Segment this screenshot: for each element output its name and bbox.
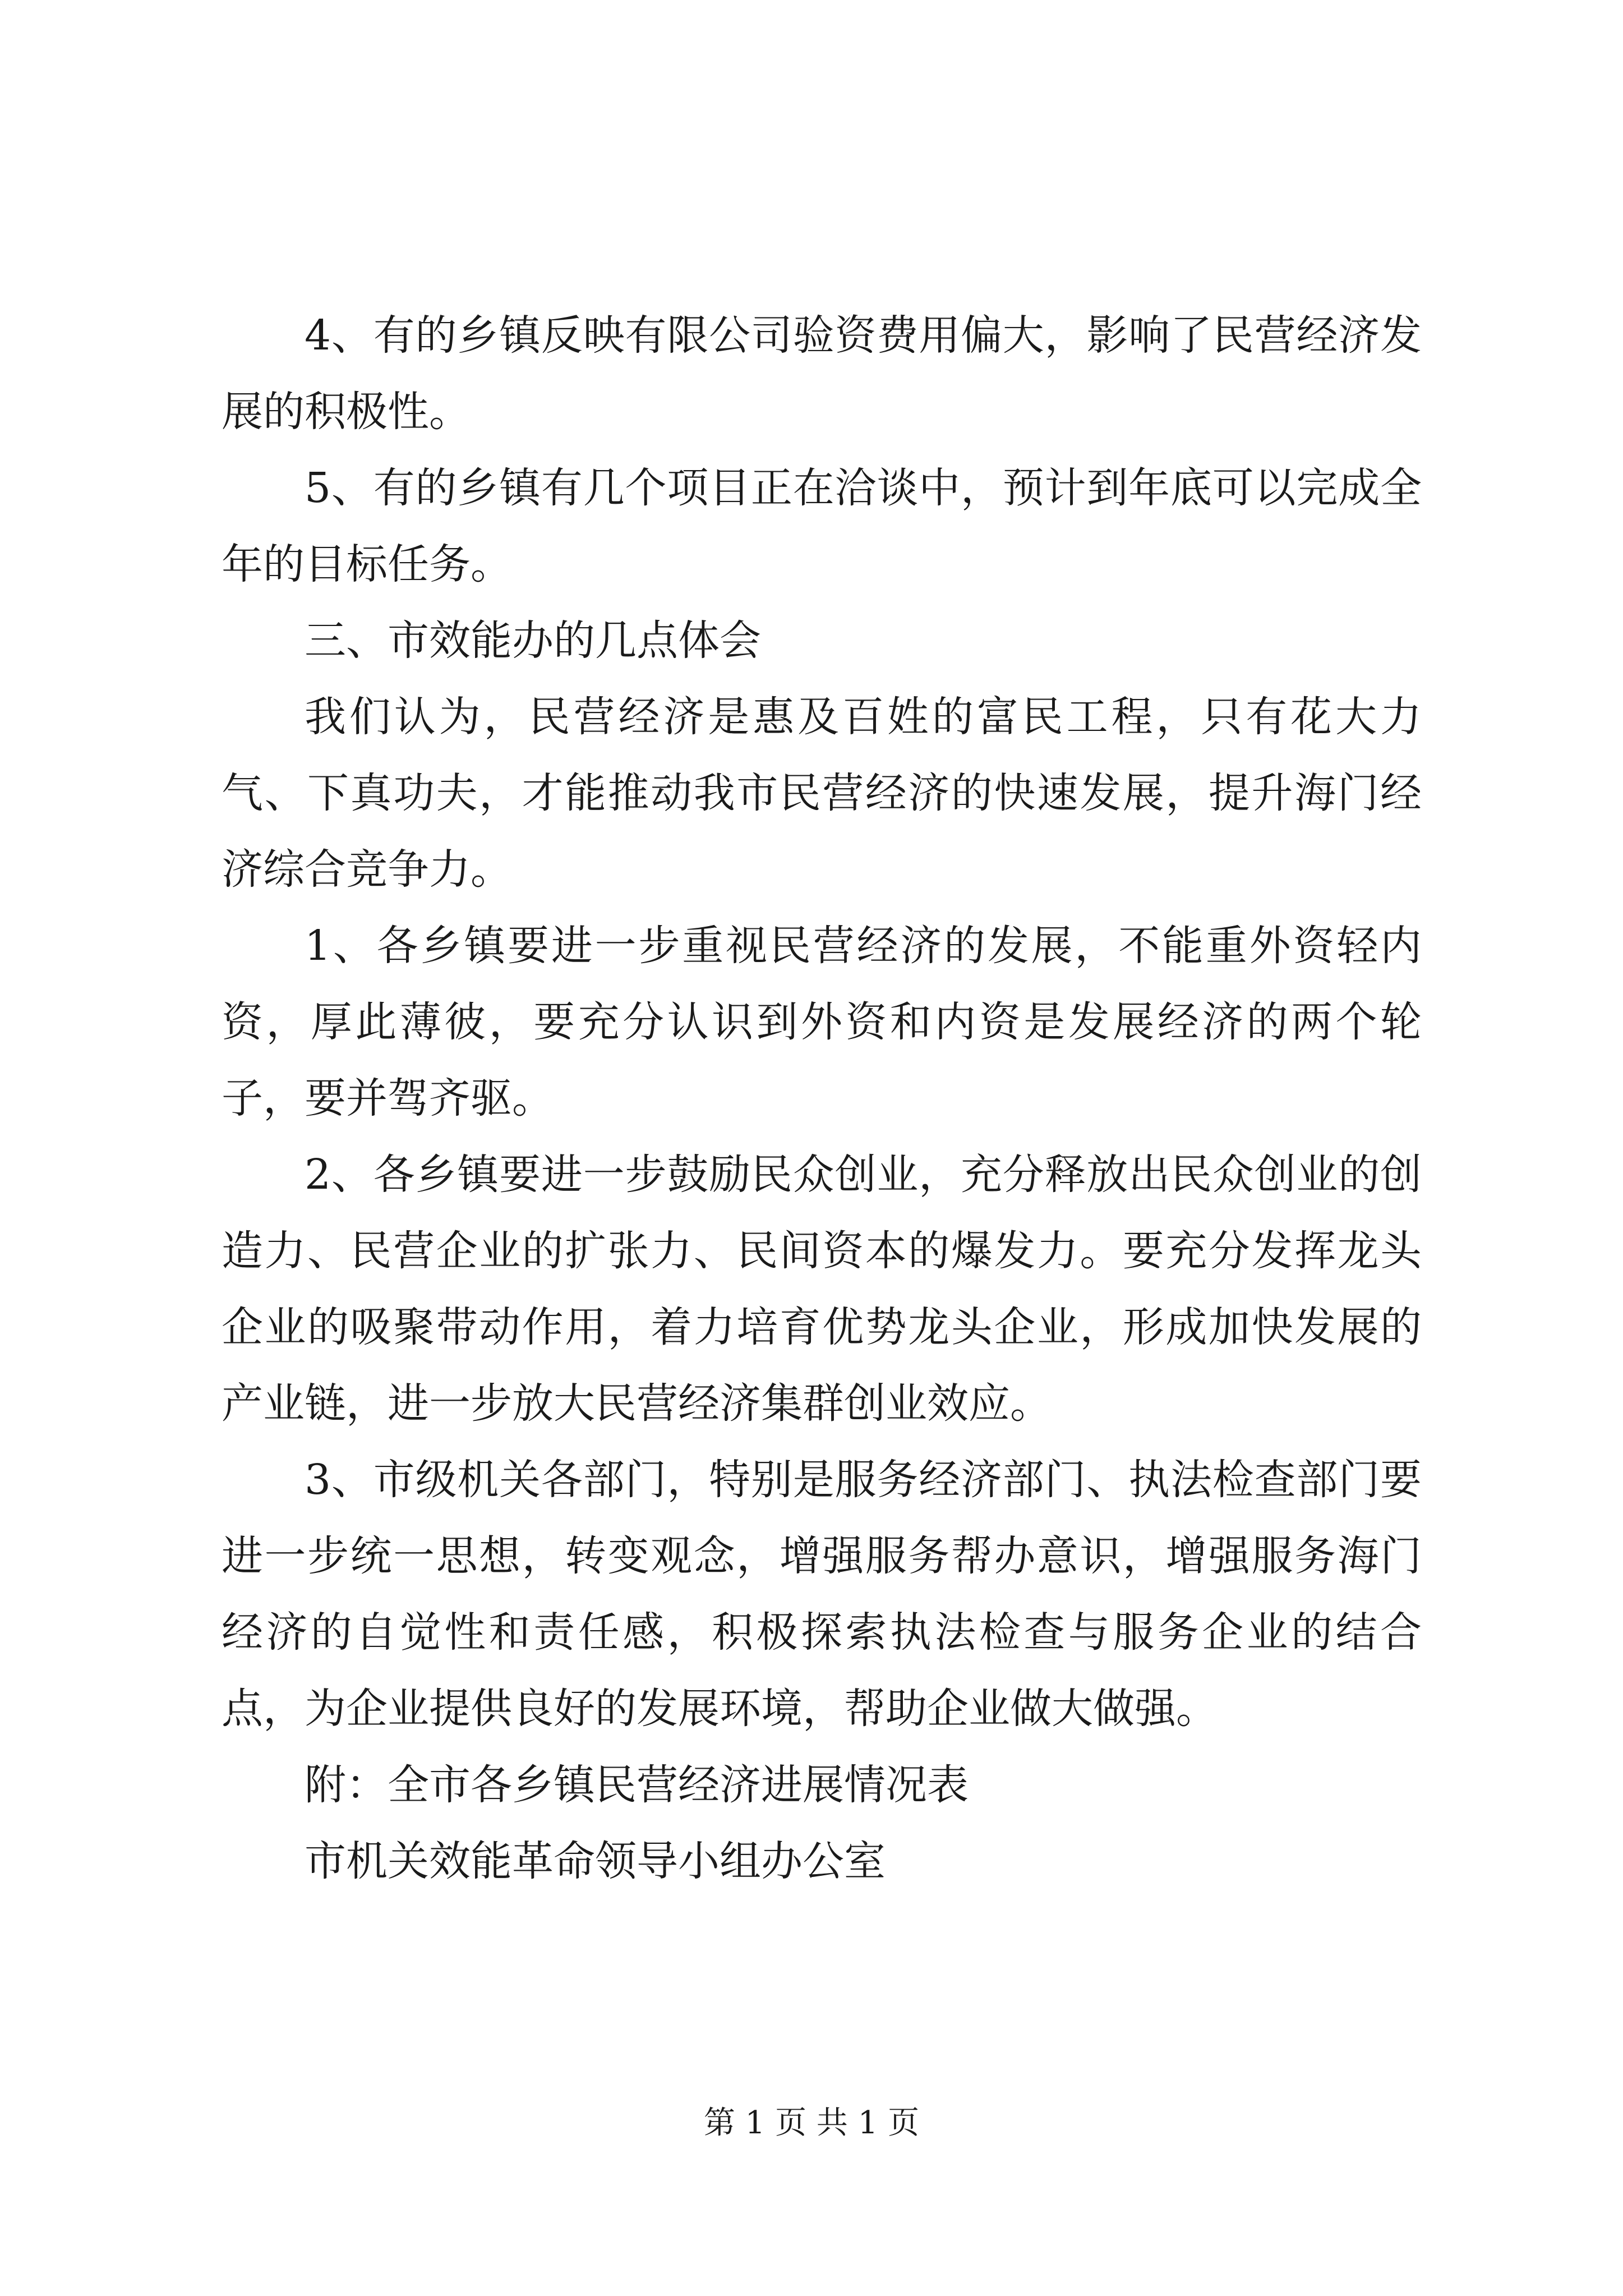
page-footer: 第 1 页 共 1 页 xyxy=(703,2105,920,2141)
paragraph-point-2: 2、各乡镇要进一步鼓励民众创业，充分释放出民众创业的创造力、民营企业的扩张力、民间资本的爆发力。要充分发挥龙头企业的吸聚带动作用，着力培育优势龙头企业，形成加快发展的产业链，进一步放大民营经济集群创业效应。 xyxy=(222,1151,1422,1428)
paragraph-point-3: 3、市级机关各部门，特别是服务经济部门、执法检查部门要进一步统一思想，转变观念，增强服务帮办意识，增强服务海门经济的自觉性和责任感，积极探索执法检查与服务企业的结合点，为企业提供良好的发展环境，帮助企业做大做强。 xyxy=(222,1456,1422,1733)
section-heading-3: 三、市效能办的几点体会 xyxy=(305,616,761,665)
paragraph-item-4: 4、有的乡镇反映有限公司验资费用偏大，影响了民营经济发展的积极性。 xyxy=(222,311,1422,436)
paragraph-intro: 我们认为，民营经济是惠及百姓的富民工程，只有花大力气、下真功夫，才能推动我市民营经济的快速发展，提升海门经济综合竞争力。 xyxy=(222,693,1422,894)
paragraph-item-5: 5、有的乡镇有几个项目正在洽谈中，预计到年底可以完成全年的目标任务。 xyxy=(222,464,1422,588)
paragraph-point-1: 1、各乡镇要进一步重视民营经济的发展，不能重外资轻内资，厚此薄彼，要充分认识到外资和内资是发展经济的两个轮子，要并驾齐驱。 xyxy=(222,922,1422,1122)
attachment-note: 附：全市各乡镇民营经济进展情况表 xyxy=(305,1761,969,1809)
document-body xyxy=(222,297,1422,1899)
signature-office: 市机关效能革命领导小组办公室 xyxy=(305,1837,886,1885)
